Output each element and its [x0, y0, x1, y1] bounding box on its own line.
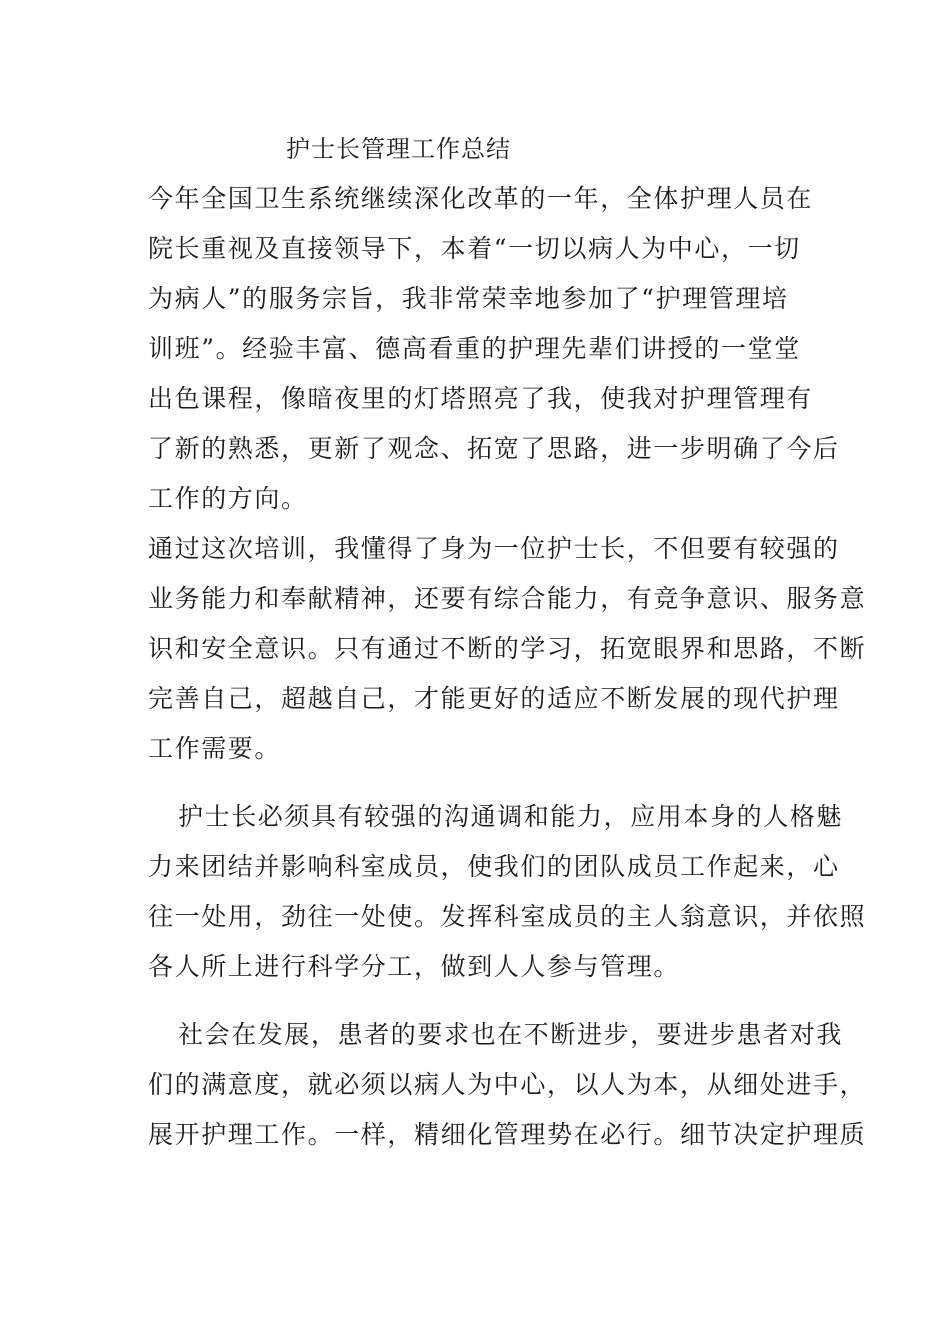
- paragraph-line: 院长重视及直接领导下，本着“一切以病人为中心，一切: [148, 234, 801, 263]
- paragraph-line: 展开护理工作。一样，精细化管理势在必行。细节决定护理质: [148, 1120, 867, 1149]
- paragraph-line: 往一处用，劲往一处使。发挥科室成员的主人翁意识，并依照: [148, 902, 867, 931]
- paragraph-line: 业务能力和奉献精神，还要有综合能力，有竞争意识、服务意: [148, 584, 867, 613]
- paragraph-line: 为病人”的服务宗旨，我非常荣幸地参加了“护理管理培: [148, 284, 789, 313]
- paragraph-line: 完善自己，超越自己，才能更好的适应不断发展的现代护理: [148, 684, 840, 713]
- paragraph-line: 识和安全意识。只有通过不断的学习，拓宽眼界和思路，不断: [148, 634, 867, 663]
- paragraph-line: 社会在发展，患者的要求也在不断进步，要进步患者对我: [178, 1020, 844, 1049]
- paragraph-line: 了新的熟悉，更新了观念、拓宽了思路，进一步明确了今后: [148, 434, 840, 463]
- paragraph-line: 各人所上进行科学分工，做到人人参与管理。: [148, 952, 681, 981]
- document-title: 护士长管理工作总结: [286, 135, 511, 163]
- paragraph-line: 护士长必须具有较强的沟通调和能力，应用本身的人格魅: [178, 802, 844, 831]
- paragraph-line: 训班”。经验丰富、德高看重的护理先辈们讲授的一堂堂: [148, 334, 801, 363]
- paragraph-line: 力来团结并影响科室成员，使我们的团队成员工作起来，心: [148, 852, 840, 881]
- paragraph-line: 今年全国卫生系统继续深化改革的一年，全体护理人员在: [148, 184, 814, 213]
- paragraph-line: 出色课程，像暗夜里的灯塔照亮了我，使我对护理管理有: [148, 384, 814, 413]
- paragraph-line: 们的满意度，就必须以病人为中心，以人为本，从细处进手，: [148, 1070, 867, 1099]
- paragraph-line: 工作的方向。: [148, 484, 308, 513]
- paragraph-line: 通过这次培训，我懂得了身为一位护士长，不但要有较强的: [148, 534, 840, 563]
- paragraph-line: 工作需要。: [148, 734, 282, 763]
